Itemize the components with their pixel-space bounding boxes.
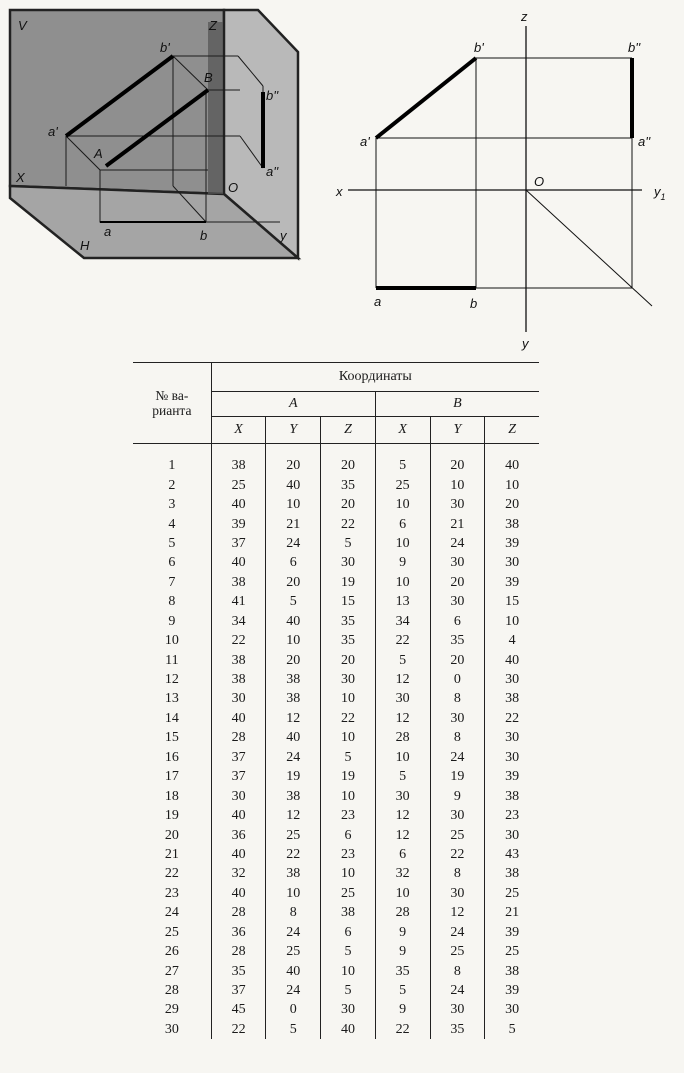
coordinates-header: Координаты [211,363,539,392]
coordinate-cell: 30 [485,670,539,689]
table-row [133,444,539,476]
coordinate-cell: 21 [430,514,485,533]
coordinate-cell: 12 [430,903,485,922]
label-b2: b'' [628,40,641,55]
coordinate-cell: 22 [211,1020,266,1039]
orthographic-projection-drawing [330,6,670,356]
label-a1: a' [48,124,58,139]
variant-number: 18 [164,788,179,804]
variant-number: 1 [168,458,176,474]
coordinate-cell: 6 [321,923,376,942]
coordinate-cell: 0 [266,1000,321,1019]
coordinate-cell: 30 [485,1000,539,1019]
coordinate-cell: 38 [266,670,321,689]
coordinate-cell: 25 [266,825,321,844]
coordinate-cell: 25 [321,884,376,903]
coordinate-cell: 30 [211,689,266,708]
coordinate-cell: 35 [375,961,430,980]
coordinate-cell: 22 [430,845,485,864]
table-row [133,1000,539,1019]
coordinate-cell: 20 [430,650,485,669]
coordinate-cell: 45 [211,1000,266,1019]
variant-number: 23 [164,885,179,901]
coordinate-cell: 6 [266,553,321,572]
coordinate-cell: 5 [485,1020,539,1039]
coordinate-cell: 25 [211,475,266,494]
table-row [133,806,539,825]
coordinate-cell: 25 [485,884,539,903]
coordinate-cell: 38 [211,573,266,592]
variant-number: 29 [164,1002,179,1018]
coordinate-cell: 40 [485,444,539,476]
coordinate-cell: 40 [211,884,266,903]
label-a1: a' [360,134,370,149]
point-a-header: A [211,392,375,417]
coordinate-cell: 30 [430,884,485,903]
axis-diagonal [526,190,652,306]
label-a2: a'' [266,164,279,179]
variant-number: 6 [168,555,176,571]
coordinate-cell: 38 [211,444,266,476]
table-row [133,670,539,689]
coordinate-cell: 22 [321,514,376,533]
coordinate-cell: 40 [266,728,321,747]
axis-header-2: Z [321,417,376,444]
coordinate-cell: 12 [375,825,430,844]
coordinate-cell: 35 [321,631,376,650]
table-row [133,475,539,494]
coordinate-cell: 10 [375,884,430,903]
coordinate-cell: 25 [375,475,430,494]
table-row [133,514,539,533]
table-row [133,612,539,631]
coordinate-cell: 37 [211,534,266,553]
coordinate-cell: 20 [266,444,321,476]
coordinate-cell: 25 [430,942,485,961]
coordinate-cell: 38 [266,689,321,708]
coordinate-cell: 40 [211,709,266,728]
coordinate-cell: 0 [430,670,485,689]
coordinate-cell: 22 [375,631,430,650]
coordinate-cell: 5 [375,444,430,476]
coordinate-cell: 40 [211,806,266,825]
table-row [133,709,539,728]
coordinate-cell: 19 [321,573,376,592]
table-row [133,573,539,592]
coordinate-cell: 36 [211,923,266,942]
coordinate-cell: 10 [321,786,376,805]
table-row [133,864,539,883]
coordinate-cell: 24 [430,534,485,553]
coordinate-cell: 6 [321,825,376,844]
label-a2: a'' [638,134,651,149]
coordinate-cell: 39 [485,923,539,942]
coordinate-cell: 39 [211,514,266,533]
variant-number: 14 [164,710,179,726]
variant-number: 12 [164,672,179,688]
coordinate-cell: 30 [375,689,430,708]
coordinate-cell: 5 [266,1020,321,1039]
coordinate-cell: 23 [485,806,539,825]
table-row [133,728,539,747]
variant-number: 28 [164,983,179,999]
coordinate-cell: 40 [211,553,266,572]
coordinate-cell: 30 [321,1000,376,1019]
variant-number: 11 [165,652,179,668]
coordinate-cell: 35 [321,612,376,631]
coordinate-cell: 9 [375,923,430,942]
coordinate-cell: 28 [211,903,266,922]
coordinate-cell: 21 [485,903,539,922]
projection-lines [376,58,632,288]
coordinate-cell: 5 [321,981,376,1000]
label-O: O [534,174,545,189]
label-B: B [204,70,213,85]
coordinate-cell: 9 [375,553,430,572]
table-row [133,903,539,922]
coordinate-cell: 10 [321,864,376,883]
coordinate-cell: 5 [321,942,376,961]
variant-number: 20 [164,827,179,843]
coordinate-cell: 30 [430,709,485,728]
label-z: z [521,9,528,24]
variant-number: 24 [164,905,179,921]
point-b-header: B [375,392,539,417]
label-Y: y [280,228,287,243]
table-row [133,884,539,903]
coordinate-cell: 30 [211,786,266,805]
coordinate-cell: 38 [211,650,266,669]
coordinate-cell: 40 [266,612,321,631]
coordinate-cell: 38 [485,961,539,980]
coordinate-cell: 30 [430,806,485,825]
label-a: a [374,294,382,309]
table-row [133,981,539,1000]
table-row [133,689,539,708]
variant-number: 30 [164,1021,179,1037]
label-A: A [94,146,103,161]
coordinate-cell: 28 [211,942,266,961]
coordinate-cell: 39 [485,981,539,1000]
table-row [133,592,539,611]
coordinate-cell: 20 [321,495,376,514]
axis-header-1: Y [266,417,321,444]
variant-number: 16 [164,749,179,765]
coordinate-cell: 10 [266,495,321,514]
coordinate-cell: 32 [211,864,266,883]
coordinate-cell: 40 [321,1020,376,1039]
coordinate-cell: 10 [485,612,539,631]
table-row [133,825,539,844]
coordinate-cell: 8 [430,864,485,883]
shadow-band [208,22,224,194]
coordinate-cell: 9 [375,1000,430,1019]
coordinate-cell: 10 [266,884,321,903]
axis-header-0: X [211,417,266,444]
coordinate-cell: 30 [430,592,485,611]
coordinate-cell: 12 [266,709,321,728]
variant-number: 5 [168,535,176,551]
table-row [133,534,539,553]
coordinate-cell: 8 [430,689,485,708]
table-row [133,631,539,650]
coordinate-cell: 20 [321,444,376,476]
coordinate-cell: 40 [266,475,321,494]
label-V: V [18,18,27,33]
coordinate-cell: 39 [485,573,539,592]
coordinate-cell: 22 [485,709,539,728]
coordinate-cell: 36 [211,825,266,844]
coordinate-cell: 24 [430,923,485,942]
coordinate-cell: 25 [485,942,539,961]
coordinate-cell: 39 [485,534,539,553]
coordinate-cell: 38 [485,864,539,883]
label-b: b [470,296,478,311]
table-row [133,553,539,572]
coordinate-cell: 24 [430,748,485,767]
coordinate-cell: 12 [375,806,430,825]
coordinate-cell: 35 [430,631,485,650]
coordinate-cell: 38 [266,864,321,883]
coordinate-cell: 24 [266,748,321,767]
coordinate-cell: 30 [430,495,485,514]
coordinate-cell: 30 [375,786,430,805]
coordinate-cell: 38 [485,689,539,708]
coordinate-cell: 25 [266,942,321,961]
table-row [133,786,539,805]
coordinate-cell: 10 [485,475,539,494]
coordinate-cell: 5 [375,981,430,1000]
variant-number: 13 [164,691,179,707]
coordinate-cell: 38 [321,903,376,922]
coordinate-cell: 5 [321,748,376,767]
coordinate-cell: 24 [266,981,321,1000]
table-row [133,961,539,980]
variant-number: 7 [168,574,176,590]
coordinate-cell: 20 [266,650,321,669]
coordinate-cell: 30 [430,1000,485,1019]
coordinate-cell: 24 [266,923,321,942]
coordinate-cell: 28 [375,903,430,922]
coordinate-cell: 37 [211,748,266,767]
coordinate-cell: 21 [266,514,321,533]
label-y1: $y_1$ [654,184,666,202]
coordinate-cell: 19 [430,767,485,786]
table-row [133,748,539,767]
coordinate-cell: 10 [266,631,321,650]
coordinate-cell: 20 [430,573,485,592]
coordinates-table [133,362,539,1039]
table-row [133,1020,539,1039]
coordinate-cell: 20 [485,495,539,514]
coordinate-cell: 34 [211,612,266,631]
coordinate-cell: 19 [321,767,376,786]
coordinate-cell: 25 [430,825,485,844]
coordinate-cell: 19 [266,767,321,786]
variant-number: 17 [164,769,179,785]
coordinate-cell: 9 [375,942,430,961]
coordinate-cell: 40 [211,495,266,514]
coordinate-cell: 24 [266,534,321,553]
coordinates-table-container [133,362,539,1068]
axis-header-5: Z [485,417,539,444]
coordinate-cell: 30 [321,553,376,572]
coordinate-cell: 15 [485,592,539,611]
coordinate-cell: 6 [430,612,485,631]
coordinate-cell: 10 [321,728,376,747]
coordinate-cell: 10 [321,689,376,708]
coordinate-cell: 22 [375,1020,430,1039]
coordinate-cell: 30 [485,748,539,767]
coordinate-cell: 41 [211,592,266,611]
coordinate-cell: 23 [321,845,376,864]
coordinate-cell: 40 [485,650,539,669]
variant-number: 10 [164,633,179,649]
label-x: x [336,184,343,199]
coordinate-cell: 38 [266,786,321,805]
coordinate-cell: 10 [321,961,376,980]
coordinate-cell: 30 [485,553,539,572]
coordinate-cell: 6 [375,514,430,533]
coordinate-cell: 30 [321,670,376,689]
coordinate-cell: 20 [430,444,485,476]
proj-a1-b1 [376,58,476,138]
variant-number: 19 [164,808,179,824]
variant-number: 2 [168,477,176,493]
coordinate-cell: 32 [375,864,430,883]
label-X: X [16,170,25,185]
variant-number: 22 [164,866,179,882]
coordinate-cell: 38 [485,514,539,533]
label-O: O [228,180,239,195]
coordinate-cell: 24 [430,981,485,1000]
label-b2: b'' [266,88,279,103]
coordinate-cell: 10 [375,495,430,514]
coordinate-cell: 9 [430,786,485,805]
coordinate-cell: 5 [321,534,376,553]
variant-number: 9 [168,613,176,629]
table-row [133,942,539,961]
variant-number: 3 [168,497,176,513]
coordinate-cell: 12 [375,709,430,728]
coordinate-cell: 35 [321,475,376,494]
coordinate-cell: 38 [485,786,539,805]
coordinate-cell: 23 [321,806,376,825]
coordinate-cell: 20 [321,650,376,669]
coordinate-cell: 28 [211,728,266,747]
coordinate-cell: 12 [375,670,430,689]
coordinate-cell: 43 [485,845,539,864]
coordinate-cell: 37 [211,981,266,1000]
label-b: b [200,228,208,243]
coordinate-cell: 5 [375,767,430,786]
coordinate-cell: 4 [485,631,539,650]
coordinate-cell: 5 [375,650,430,669]
coordinate-cell: 30 [485,728,539,747]
variant-number: 25 [164,924,179,940]
coordinate-cell: 34 [375,612,430,631]
label-a: a [104,224,112,239]
coordinate-cell: 39 [485,767,539,786]
label-y: y [522,336,529,351]
variant-number: 27 [164,963,179,979]
variant-number: 15 [164,730,179,746]
coordinate-cell: 35 [211,961,266,980]
coordinate-cell: 22 [321,709,376,728]
label-b1: b' [474,40,484,55]
coordinate-cell: 30 [430,553,485,572]
axis-header-3: X [375,417,430,444]
table-row [133,495,539,514]
coordinate-cell: 5 [266,592,321,611]
coordinate-cell: 28 [375,728,430,747]
coordinate-cell: 40 [266,961,321,980]
variant-number: 4 [168,516,176,532]
coordinate-cell: 8 [266,903,321,922]
coordinate-cell: 20 [266,573,321,592]
label-H: H [80,238,90,253]
table-row [133,650,539,669]
coordinate-cell: 8 [430,961,485,980]
axis-header-4: Y [430,417,485,444]
coordinate-cell: 22 [211,631,266,650]
coordinate-cell: 37 [211,767,266,786]
coordinate-cell: 10 [375,573,430,592]
variant-number: 26 [164,944,179,960]
coordinate-cell: 30 [485,825,539,844]
coordinate-cell: 10 [375,748,430,767]
coordinate-cell: 22 [266,845,321,864]
coordinate-cell: 35 [430,1020,485,1039]
coordinate-cell: 12 [266,806,321,825]
table-row [133,767,539,786]
coordinate-cell: 6 [375,845,430,864]
coordinate-cell: 40 [211,845,266,864]
variant-header: № ва- рианта [133,363,211,444]
isometric-projection-drawing [8,8,308,266]
table-row [133,845,539,864]
variant-number: 21 [164,846,179,862]
coordinate-cell: 15 [321,592,376,611]
coordinate-cell: 10 [375,534,430,553]
label-Z: Z [209,18,217,33]
variant-number: 8 [168,594,176,610]
table-row [133,923,539,942]
label-b1: b' [160,40,170,55]
coordinate-cell: 13 [375,592,430,611]
coordinate-cell: 8 [430,728,485,747]
coordinate-cell: 10 [430,475,485,494]
coordinate-cell: 38 [211,670,266,689]
